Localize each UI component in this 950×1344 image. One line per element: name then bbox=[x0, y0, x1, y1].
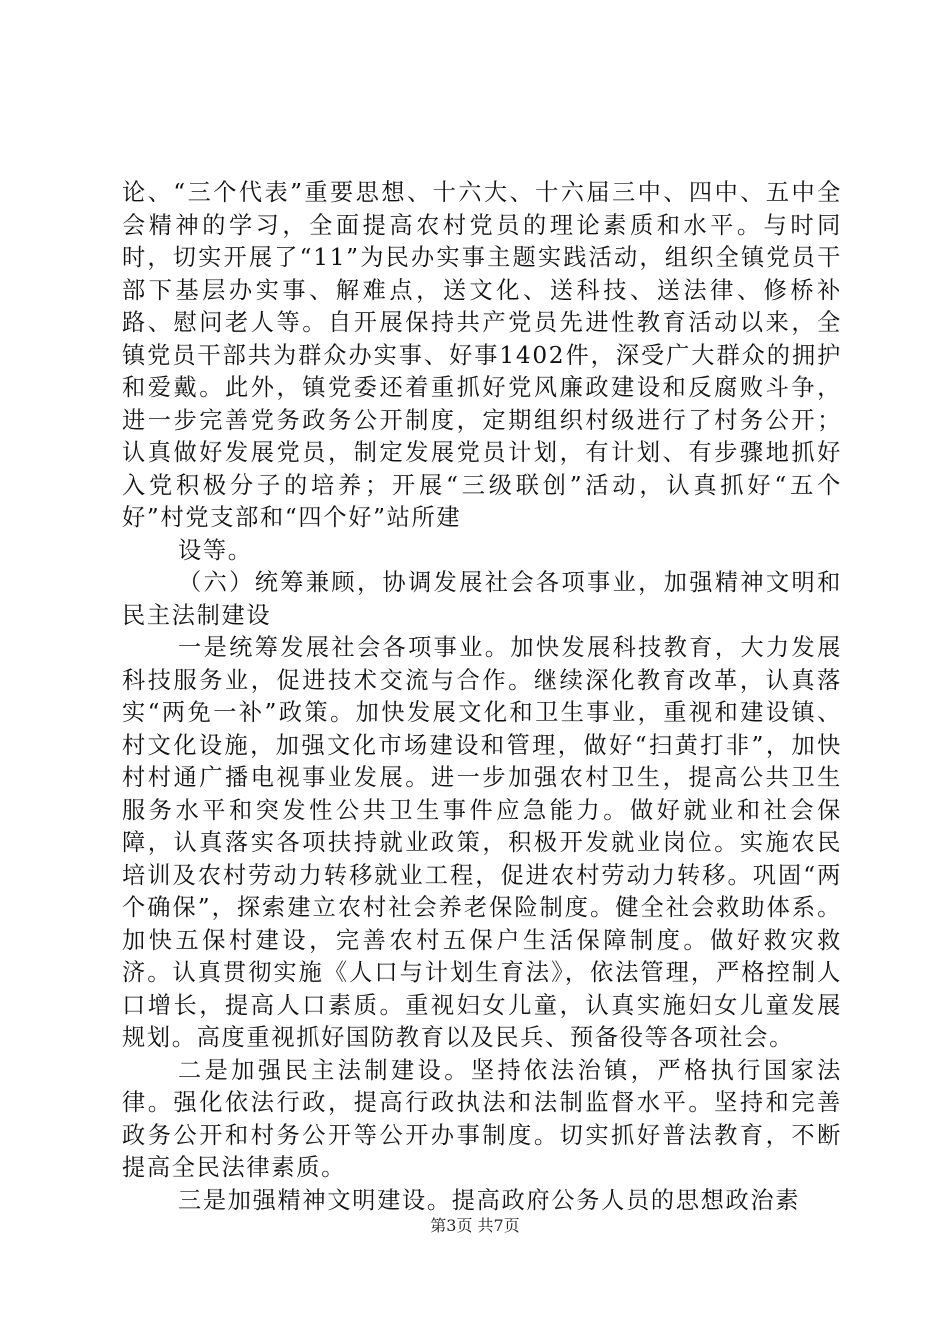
paragraph-spiritual-civilization: 三是加强精神文明建设。提高政府公务人员的思想政治素 bbox=[178, 1186, 801, 1214]
section-heading: （六）统筹兼顾，协调发展社会各项事业，加强精神文明和民主法制建设 bbox=[122, 569, 842, 629]
paragraph-social-affairs: 一是统筹发展社会各项事业。加快发展科技教育，大力发展科技服务业，促进技术交流与合作。继续深化教育改革，认真落实“两免一补”政策。加快发展文化和卫生事业，重视和建设镇、村文化设施，加强文化市场建设和管理，做好“扫黄打非”，加快村村通广播电视事业发展。进一步加强农村卫生，提高公共卫生服务水平和突发性公共卫生事件应急能力。做好就业和社会保障，认真落实各项扶持就业政策，积极开发就业岗位。实施农民培训及农村劳动力转移就业工程，促进农村劳动力转移。巩固“两个确保”，探索建立农村社会养老保险制度。健全社会救助体系。加快五保村建设，完善农村五保户生活保障制度。做好救灾救济。认真贯彻实施《人口与计划生育法》，依法管理，严格控制人口增长，提高人口素质。重视妇女儿童，认真实施妇女儿童发展规划。高度重视抓好国防教育以及民兵、预备役等各项社会。 bbox=[122, 634, 842, 1051]
paragraph-continued-end: 设等。 bbox=[178, 536, 253, 564]
paragraph-continued: 论、“三个代表”重要思想、十六大、十六届三中、四中、五中全会精神的学习，全面提高农村党员的理论素质和水平。与时同时，切实开展了“11”为民办实事主题实践活动，组织全镇党员干部下基层办实事、解难点，送文化、送科技、送法律、修桥补路、慰问老人等。自开展保持共产党员先进性教育活动以来，全镇党员干部共为群众办实事、好事1402件，深受广大群众的拥护和爱戴。此外，镇党委还着重抓好党风廉政建设和反腐败斗争，进一步完善党务政务公开制度，定期组织村级进行了村务公开；认真做好发展党员，制定发展党员计划，有计划、有步骤地抓好入党积极分子的培养；开展“三级联创”活动，认真抓好“五个好”村党支部和“四个好”站所建 bbox=[122, 179, 842, 531]
document-body bbox=[122, 177, 842, 1217]
page-number: 第3页 共7页 bbox=[430, 1216, 520, 1235]
paragraph-legal-system: 二是加强民主法制建设。坚持依法治镇，严格执行国家法律。强化依法行政，提高行政执法和法制监督水平。坚持和完善政务公开和村务公开等公开办事制度。切实抓好普法教育，不断提高全民法律素质。 bbox=[122, 1056, 842, 1181]
page-footer bbox=[0, 1216, 950, 1236]
